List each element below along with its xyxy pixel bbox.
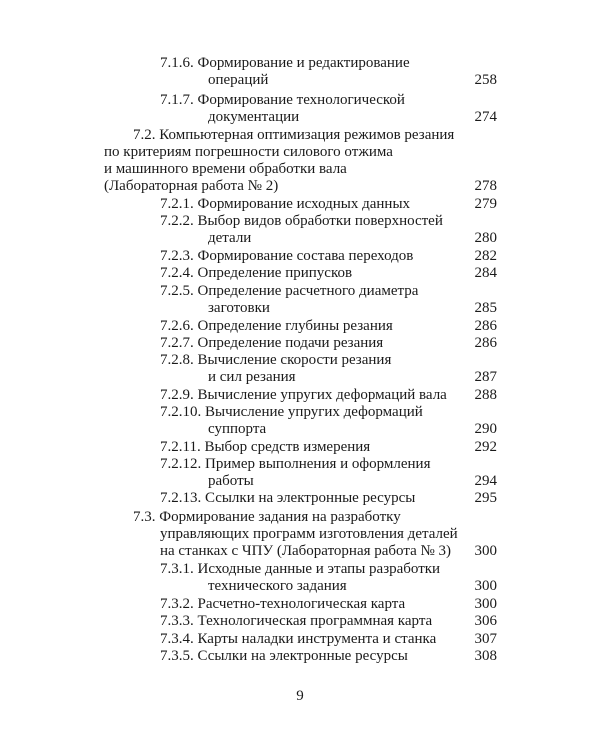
toc-entry-7-2-10-line1: 7.2.10. Вычисление упругих деформаций <box>160 404 423 420</box>
toc-entry-7-3-4: 7.3.4. Карты наладки инструмента и станка <box>160 631 437 647</box>
toc-entry-7-2-9: 7.2.9. Вычисление упругих деформаций вала <box>160 387 447 403</box>
toc-page-7-2-4: 284 <box>474 265 497 281</box>
toc-page-7-2-1: 279 <box>474 196 497 212</box>
toc-entry-7-2-10-line2: суппорта <box>208 421 267 437</box>
toc-page-7-2-5: 285 <box>474 300 497 316</box>
toc-entry-7-2-2-line1: 7.2.2. Выбор видов обработки поверхностей <box>160 213 443 229</box>
toc-entry-7-2-5-line1: 7.2.5. Определение расчетного диаметра <box>160 283 419 299</box>
toc-page-7-2-9: 288 <box>474 387 497 403</box>
toc-page-7-3: 300 <box>474 543 497 559</box>
page-number: 9 <box>296 688 304 704</box>
toc-entry-7-2-1: 7.2.1. Формирование исходных данных <box>160 196 411 212</box>
toc-entry-7-3-5: 7.3.5. Ссылки на электронные ресурсы <box>160 648 408 664</box>
toc-page-7-2-6: 286 <box>474 318 497 334</box>
toc-page-7-2-8: 287 <box>474 369 497 385</box>
toc-page-7-3-3: 306 <box>474 613 497 629</box>
toc-entry-7-2-line3: и машинного времени обработки вала <box>104 161 347 177</box>
toc-entry-7-2-8-line1: 7.2.8. Вычисление скорости резания <box>160 352 392 368</box>
toc-page-7-2-12: 294 <box>474 473 497 489</box>
toc-page-7-2-13: 295 <box>474 490 497 506</box>
toc-entry-7-2-6: 7.2.6. Определение глубины резания <box>160 318 393 334</box>
toc-entry-7-2-8-line2: и сил резания <box>208 369 296 385</box>
toc-entry-7-2-4: 7.2.4. Определение припусков <box>160 265 353 281</box>
toc-entry-7-3-2: 7.3.2. Расчетно-технологическая карта <box>160 596 406 612</box>
toc-page-7-2-11: 292 <box>474 439 497 455</box>
toc-entry-7-2-5-line2: заготовки <box>208 300 270 316</box>
toc-entry-7-2-13: 7.2.13. Ссылки на электронные ресурсы <box>160 490 416 506</box>
toc-entry-7-2-line1: 7.2. Компьютерная оптимизация режимов резания <box>133 127 455 143</box>
toc-entry-7-3-1-line1: 7.3.1. Исходные данные и этапы разработки <box>160 561 441 577</box>
toc-entry-7-2-3: 7.2.3. Формирование состава переходов <box>160 248 414 264</box>
toc-page-7-1-6: 258 <box>474 72 497 88</box>
toc-page-7-2-2: 280 <box>474 230 497 246</box>
toc-entry-7-1-6-line1: 7.1.6. Формирование и редактирование <box>160 55 410 71</box>
toc-page-7-2-7: 286 <box>474 335 497 351</box>
toc-entry-7-2-line4: (Лабораторная работа № 2) <box>104 178 279 194</box>
toc-entry-7-2-12-line1: 7.2.12. Пример выполнения и оформления <box>160 456 431 472</box>
toc-page-7-1-7: 274 <box>474 109 497 125</box>
toc-entry-7-1-7-line1: 7.1.7. Формирование технологической <box>160 92 405 108</box>
toc-entry-7-2-11: 7.2.11. Выбор средств измерения <box>160 439 371 455</box>
toc-page-7-3-2: 300 <box>474 596 497 612</box>
toc-page-7-2-10: 290 <box>474 421 497 437</box>
toc-page-7-3-5: 308 <box>474 648 497 664</box>
toc-page-7-3-1: 300 <box>474 578 497 594</box>
toc-page-7-3-4: 307 <box>474 631 497 647</box>
toc-page-7-2-3: 282 <box>474 248 497 264</box>
toc-entry-7-3-line1: 7.3. Формирование задания на разработку <box>133 509 401 525</box>
toc-entry-7-1-7-line2: документации <box>208 109 300 125</box>
toc-entry-7-2-12-line2: работы <box>208 473 254 489</box>
toc-entry-7-2-7: 7.2.7. Определение подачи резания <box>160 335 384 351</box>
toc-page-7-2: 278 <box>474 178 497 194</box>
toc-entry-7-3-1-line2: технического задания <box>208 578 347 594</box>
toc-entry-7-2-line2: по критериям погрешности силового отжима <box>104 144 393 160</box>
toc-entry-7-3-3: 7.3.3. Технологическая программная карта <box>160 613 433 629</box>
toc-entry-7-2-2-line2: детали <box>208 230 252 246</box>
toc-entry-7-3-line3: на станках с ЧПУ (Лабораторная работа № 3) <box>160 543 452 559</box>
toc-entry-7-3-line2: управляющих программ изготовления деталей <box>160 526 458 542</box>
toc-entry-7-1-6-line2: операций <box>208 72 269 88</box>
